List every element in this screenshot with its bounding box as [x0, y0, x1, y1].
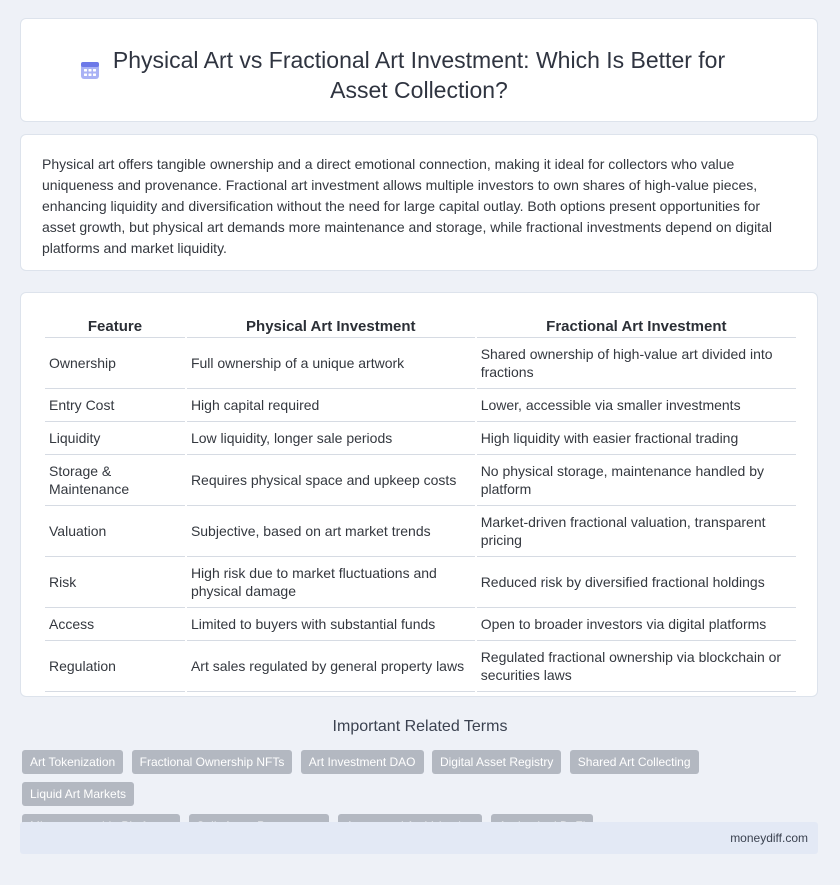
fractional-cell: No physical storage, maintenance handled by platform — [477, 455, 796, 506]
related-tag[interactable]: Art Tokenization — [22, 750, 123, 774]
table-row — [45, 506, 796, 557]
feature-cell: Storage & Maintenance — [45, 455, 185, 506]
feature-cell: Entry Cost — [45, 389, 185, 422]
related-tag[interactable]: Liquid Art Markets — [22, 782, 134, 806]
page-title: Physical Art vs Fractional Art Investment: Which Is Better for Asset Collection? — [112, 47, 726, 103]
physical-cell: High risk due to market fluctuations and physical damage — [187, 557, 475, 608]
fractional-cell: Open to broader investors via digital platforms — [477, 608, 796, 641]
header-fractional: Fractional Art Investment — [477, 315, 796, 338]
fractional-cell: Market-driven fractional valuation, transparent pricing — [477, 506, 796, 557]
physical-cell: Art sales regulated by general property laws — [187, 641, 475, 692]
related-tag[interactable]: Shared Art Collecting — [570, 750, 699, 774]
fractional-cell: Reduced risk by diversified fractional holdings — [477, 557, 796, 608]
physical-cell: Requires physical space and upkeep costs — [187, 455, 475, 506]
header-physical: Physical Art Investment — [187, 315, 475, 338]
feature-cell: Regulation — [45, 641, 185, 692]
feature-cell: Ownership — [45, 338, 185, 389]
fractional-cell: High liquidity with easier fractional trading — [477, 422, 796, 455]
table-row — [45, 608, 796, 641]
physical-cell: Limited to buyers with substantial funds — [187, 608, 475, 641]
physical-cell: Full ownership of a unique artwork — [187, 338, 475, 389]
table-row — [45, 422, 796, 455]
fractional-cell: Regulated fractional ownership via blockchain or securities laws — [477, 641, 796, 692]
feature-cell: Valuation — [45, 506, 185, 557]
physical-cell: Subjective, based on art market trends — [187, 506, 475, 557]
intro-card — [20, 134, 818, 271]
feature-cell: Access — [45, 608, 185, 641]
table-row — [45, 641, 796, 692]
comparison-card — [20, 292, 818, 697]
header-feature: Feature — [45, 315, 185, 338]
table-row — [45, 455, 796, 506]
table-header-row — [45, 315, 796, 338]
table-row — [45, 389, 796, 422]
feature-cell: Liquidity — [45, 422, 185, 455]
table-row — [45, 338, 796, 389]
table-row — [45, 557, 796, 608]
related-terms-heading: Important Related Terms — [332, 718, 508, 735]
title-card — [20, 18, 818, 122]
comparison-table — [43, 315, 798, 692]
related-tag[interactable]: Fractional Ownership NFTs — [132, 750, 293, 774]
physical-cell: Low liquidity, longer sale periods — [187, 422, 475, 455]
physical-cell: High capital required — [187, 389, 475, 422]
footer-bar — [20, 822, 818, 854]
related-tag[interactable]: Art Investment DAO — [301, 750, 424, 774]
calendar-grid-icon — [79, 59, 101, 81]
related-tag[interactable]: Digital Asset Registry — [432, 750, 561, 774]
feature-cell: Risk — [45, 557, 185, 608]
intro-paragraph: Physical art offers tangible ownership and a direct emotional connection, making it ideal for collectors who value uniqueness and provenance. Fractional art investment allows multiple investors to own shares of high-value pieces, enhancing liquidity and diversification without the need for large capital outlay. Both options present opportunities for asset growth, but physical art demands more maintenance and storage, while fractional investments depend on digital platforms and market liquidity. — [42, 156, 772, 256]
fractional-cell: Shared ownership of high-value art divided into fractions — [477, 338, 796, 389]
fractional-cell: Lower, accessible via smaller investments — [477, 389, 796, 422]
footer-site-link[interactable]: moneydiff.com — [730, 831, 808, 845]
